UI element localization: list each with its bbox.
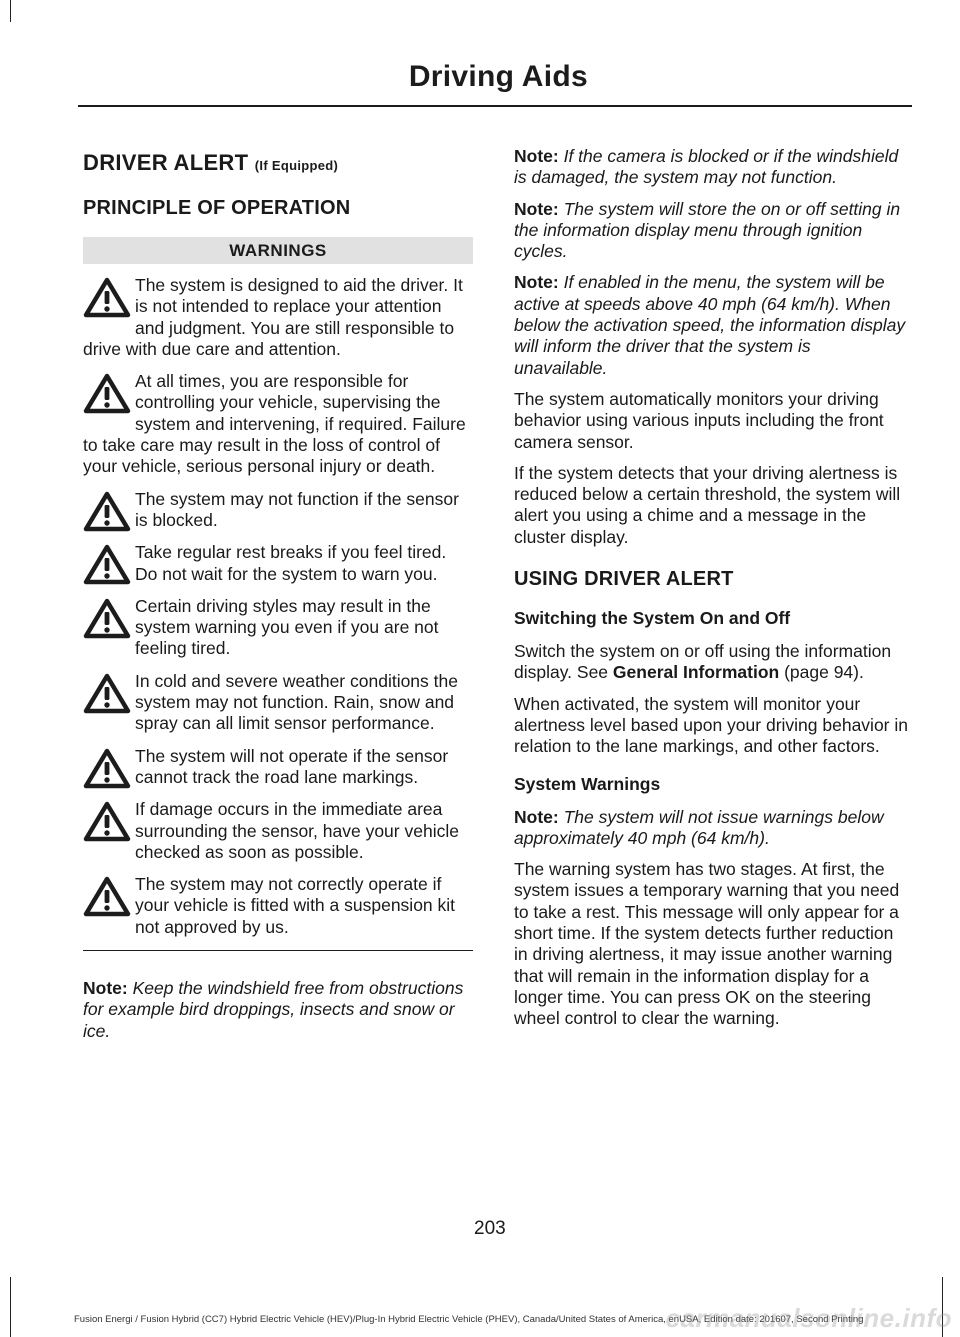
warnings-end-rule (83, 950, 473, 951)
warning-item (83, 746, 473, 789)
warning-text: The system is designed to aid the driver. It is not intended to replace your attention and judgment. You are still responsible to drive with due care and attention. (83, 275, 463, 359)
alert-paragraph: If the system detects that your driving alertness is reduced below a certain threshold, the system will alert you using a chime and a message in the cluster display. (514, 462, 901, 547)
monitor-paragraph: The system automatically monitors your driving behavior using various inputs including the front camera sensor. (514, 388, 884, 452)
page-header-title: Driving Aids (408, 60, 588, 93)
warning-text: In cold and severe weather conditions the system may not function. Rain, snow and spray can all limit sensor performance. (135, 670, 458, 734)
using-driver-alert-title: USING DRIVER ALERT (514, 568, 734, 591)
store-setting-note: Note: The system will store the on or off setting in the information display menu through ignition cycles. (514, 198, 901, 262)
left-column (83, 146, 473, 1052)
header-rule (78, 105, 912, 107)
warning-text: The system will not operate if the sensor cannot track the road lane markings. (135, 745, 449, 787)
system-warnings-title: System Warnings (514, 773, 661, 794)
warning-text: Take regular rest breaks if you feel tired. Do not wait for the system to warn you. (135, 542, 447, 584)
warning-triangle-icon (83, 598, 131, 640)
warning-triangle-icon (83, 544, 131, 586)
warning-triangle-icon (83, 748, 131, 790)
warning-item (83, 371, 473, 477)
windshield-note: Note: Keep the windshield free from obstructions for example bird droppings, insects and snow or ice. (83, 978, 464, 1041)
footer-edition-text: Fusion Energi / Fusion Hybrid (CC7) Hybrid Electric Vehicle (HEV)/Plug-In Hybrid Electric Vehicle (PHEV), Canada/United States of America, enUSA, Edition date: 201607, Second Printing (74, 1314, 864, 1325)
warnings-list (83, 275, 473, 938)
camera-note: Note: If the camera is blocked or if the windshield is damaged, the system may not function. (514, 146, 899, 188)
warning-text: Certain driving styles may result in the system warning you even if you are not feeling tired. (135, 595, 439, 659)
right-column (514, 146, 908, 1040)
warning-triangle-icon (83, 673, 131, 715)
crop-mark-bottom-left (10, 1277, 11, 1337)
warning-triangle-icon (83, 277, 131, 319)
warning-item (83, 874, 473, 938)
crop-mark-top-left (10, 0, 11, 22)
page-number: 203 (474, 1218, 506, 1239)
switching-paragraph: Switch the system on or off using the information display. See General Information (page 94). (514, 641, 892, 683)
warning-item (83, 542, 473, 585)
two-stages-paragraph: The warning system has two stages. At first, the system issues a temporary warning that you need to take a rest. This message will only appear for a short time. If the system detects further reduction in driving alertness, it may issue another warning that will remain in the information display for a longer time. You can press OK on the steering wheel control to clear the warning. (514, 859, 900, 1029)
if-equipped-label: (If Equipped) (254, 158, 339, 173)
watermark: carmanualsonline.info (665, 1303, 952, 1333)
warning-triangle-icon (83, 876, 131, 918)
warning-triangle-icon (83, 491, 131, 533)
no-warnings-note: Note: The system will not issue warnings below approximately 40 mph (64 km/h). (514, 806, 884, 848)
warning-text: The system may not correctly operate if your vehicle is fitted with a suspension kit not approved by us. (135, 874, 456, 937)
section-title: DRIVER ALERT (If Equipped) (83, 150, 339, 175)
general-information-link[interactable]: General Information (612, 662, 780, 683)
warnings-heading: WARNINGS (83, 237, 473, 264)
warning-text: The system may not function if the sensor is blocked. (135, 488, 459, 530)
subsection-title: PRINCIPLE OF OPERATION (83, 197, 351, 219)
activated-paragraph: When activated, the system will monitor your alertness level based upon your driving behavior in relation to the lane markings, and other factors. (514, 693, 908, 757)
warning-item (83, 671, 473, 735)
warning-text: At all times, you are responsible for controlling your vehicle, supervising the system and intervening, if required. Failure to take care may result in the loss of control of your vehicle, serious personal injury or death. (83, 371, 466, 477)
warning-triangle-icon (83, 373, 131, 415)
warning-item (83, 275, 473, 360)
warning-item (83, 596, 473, 660)
activation-speed-note: Note: If enabled in the menu, the system will be active at speeds above 40 mph (64 km/h). When below the activation speed, the information display will inform the driver that the system is unavailable. (514, 272, 906, 378)
switching-title: Switching the System On and Off (514, 608, 791, 629)
warning-item (83, 799, 473, 863)
warning-item (83, 489, 473, 532)
warning-triangle-icon (83, 801, 131, 843)
warning-text: If damage occurs in the immediate area surrounding the sensor, have your vehicle checked as soon as possible. (135, 799, 459, 862)
